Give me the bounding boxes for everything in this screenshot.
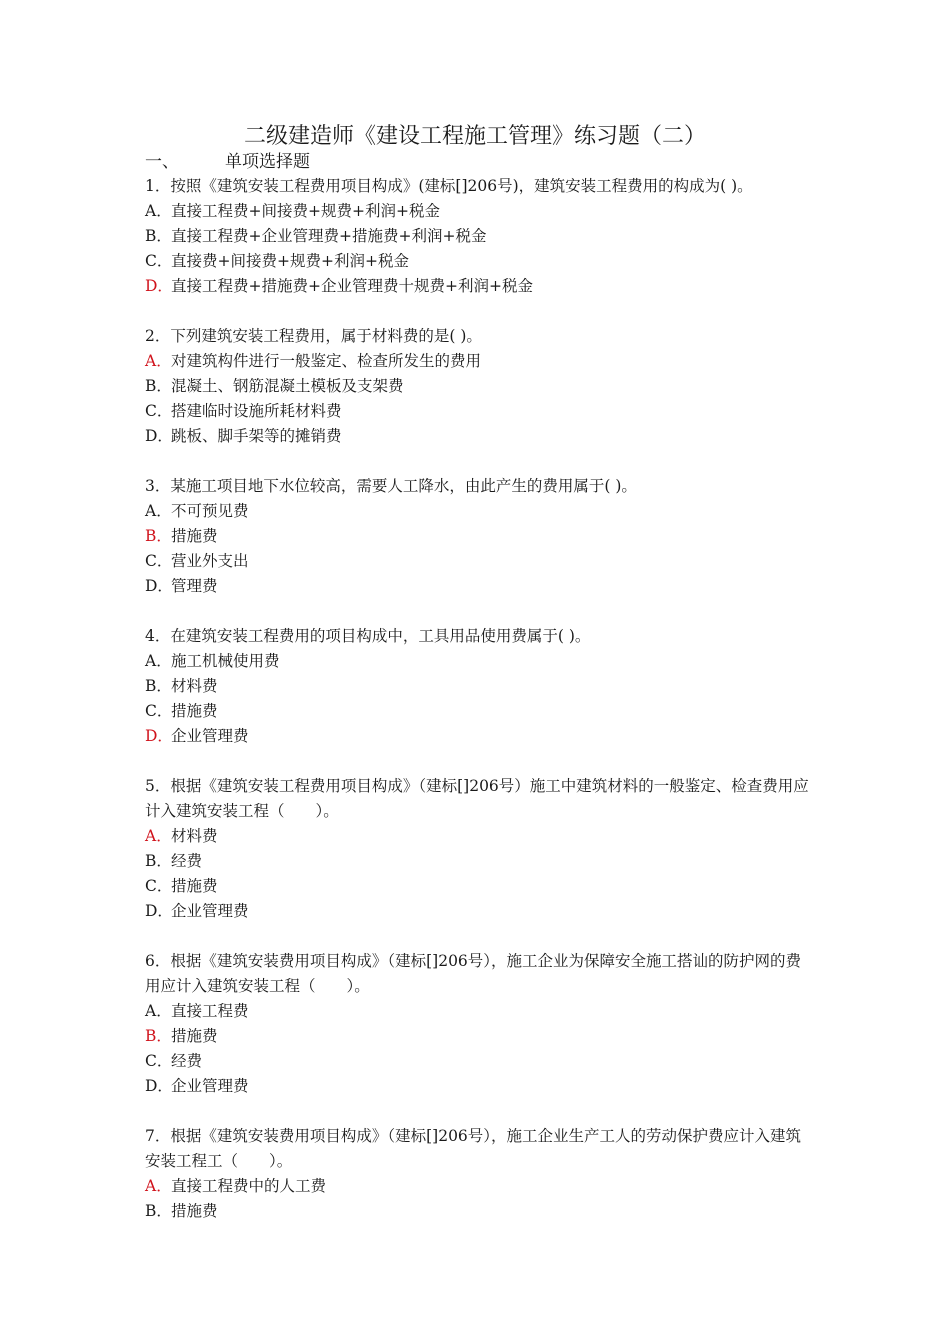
option-text: 材料费: [171, 827, 218, 845]
option-c: [145, 874, 810, 899]
option-letter: A．: [145, 202, 172, 220]
option-a: [145, 649, 810, 674]
option-d: [145, 424, 810, 449]
option-c: [145, 549, 810, 574]
question-text: 4．在建筑安装工程费用的项目构成中，工具用品使用费属于( )。: [145, 627, 591, 645]
option-letter: D．: [145, 727, 173, 745]
option-text: 经费: [171, 1052, 203, 1070]
option-d: [145, 574, 810, 599]
option-letter: C．: [145, 252, 173, 270]
option-d: [145, 899, 810, 924]
option-b: [145, 849, 810, 874]
option-a: [145, 1174, 810, 1199]
option-text: 对建筑构件进行一般鉴定、检查所发生的费用: [171, 352, 482, 370]
option-b: [145, 224, 810, 249]
option-b: [145, 674, 810, 699]
question-text: 7．根据《建筑安装费用项目构成》（建标[]206号），施工企业生产工人的劳动保护费应计入建筑安装工程工（ ）。: [145, 1127, 802, 1170]
question-5: [145, 774, 810, 924]
section-number: 一、: [145, 152, 179, 172]
question-text: 5．根据《建筑安装工程费用项目构成》（建标[]206号）施工中建筑材料的一般鉴定、检查费用应计入建筑安装工程（ ）。: [145, 777, 809, 820]
option-letter: B．: [145, 1202, 172, 1220]
option-c: [145, 399, 810, 424]
option-letter: B．: [145, 852, 172, 870]
option-letter: C．: [145, 402, 173, 420]
option-b: [145, 524, 810, 549]
option-text: 措施费: [171, 527, 218, 545]
section-title: 单项选择题: [225, 152, 310, 172]
option-d: [145, 274, 810, 299]
question-text: 1．按照《建筑安装工程费用项目构成》(建标[]206号)，建筑安装工程费用的构成为( )。: [145, 177, 753, 195]
option-text: 措施费: [171, 1202, 218, 1220]
question-text: 3．某施工项目地下水位较高，需要人工降水，由此产生的费用属于( )。: [145, 477, 637, 495]
question-list: [145, 174, 810, 1249]
option-text: 经费: [171, 852, 203, 870]
option-letter: D．: [145, 427, 173, 445]
option-text: 不可预见费: [171, 502, 249, 520]
option-letter: A．: [145, 1177, 172, 1195]
option-d: [145, 1074, 810, 1099]
option-text: 企业管理费: [171, 902, 249, 920]
option-text: 施工机械使用费: [171, 652, 280, 670]
option-text: 混凝土、钢筋混凝土模板及支架费: [171, 377, 404, 395]
option-letter: B．: [145, 527, 172, 545]
option-letter: B．: [145, 677, 172, 695]
option-letter: A．: [145, 827, 172, 845]
option-letter: C．: [145, 702, 173, 720]
option-letter: A．: [145, 1002, 172, 1020]
option-c: [145, 699, 810, 724]
option-d: [145, 724, 810, 749]
option-b: [145, 1199, 810, 1224]
option-text: 直接工程费中的人工费: [171, 1177, 327, 1195]
option-text: 材料费: [171, 677, 218, 695]
option-text: 搭建临时设施所耗材料费: [171, 402, 342, 420]
option-text: 措施费: [171, 1027, 218, 1045]
section-heading: [145, 150, 310, 174]
option-a: [145, 349, 810, 374]
question-6: [145, 949, 810, 1099]
option-letter: B．: [145, 227, 172, 245]
option-letter: B．: [145, 1027, 172, 1045]
option-text: 企业管理费: [171, 1077, 249, 1095]
option-text: 企业管理费: [171, 727, 249, 745]
option-b: [145, 374, 810, 399]
option-letter: C．: [145, 877, 173, 895]
option-text: 措施费: [171, 702, 218, 720]
option-letter: A．: [145, 502, 172, 520]
option-b: [145, 1024, 810, 1049]
option-text: 直接工程费+企业管理费+措施费+利润+税金: [171, 227, 487, 245]
question-text: 2．下列建筑安装工程费用，属于材料费的是( )。: [145, 327, 482, 345]
question-3: [145, 474, 810, 599]
option-text: 直接工程费+间接费+规费+利润+税金: [171, 202, 440, 220]
option-letter: D．: [145, 902, 173, 920]
question-1: [145, 174, 810, 299]
question-2: [145, 324, 810, 449]
document-title: 二级建造师《建设工程施工管理》练习题（二）: [243, 124, 706, 149]
option-a: [145, 199, 810, 224]
option-letter: D．: [145, 577, 173, 595]
option-text: 措施费: [171, 877, 218, 895]
question-4: [145, 624, 810, 749]
option-a: [145, 499, 810, 524]
option-letter: C．: [145, 1052, 173, 1070]
option-letter: B．: [145, 377, 172, 395]
option-text: 管理费: [171, 577, 218, 595]
option-letter: A．: [145, 352, 172, 370]
option-a: [145, 824, 810, 849]
option-text: 直接工程费+措施费+企业管理费十规费+利润+税金: [171, 277, 533, 295]
option-letter: D．: [145, 1077, 173, 1095]
option-letter: C．: [145, 552, 173, 570]
option-text: 营业外支出: [171, 552, 249, 570]
option-letter: A．: [145, 652, 172, 670]
option-c: [145, 249, 810, 274]
option-text: 跳板、脚手架等的摊销费: [171, 427, 342, 445]
option-a: [145, 999, 810, 1024]
option-letter: D．: [145, 277, 173, 295]
question-text: 6．根据《建筑安装费用项目构成》（建标[]206号），施工企业为保障安全施工搭讪的防护网的费用应计入建筑安装工程（ ）。: [145, 952, 802, 995]
question-7: [145, 1124, 810, 1224]
option-text: 直接费+间接费+规费+利润+税金: [171, 252, 409, 270]
option-text: 直接工程费: [171, 1002, 249, 1020]
option-c: [145, 1049, 810, 1074]
